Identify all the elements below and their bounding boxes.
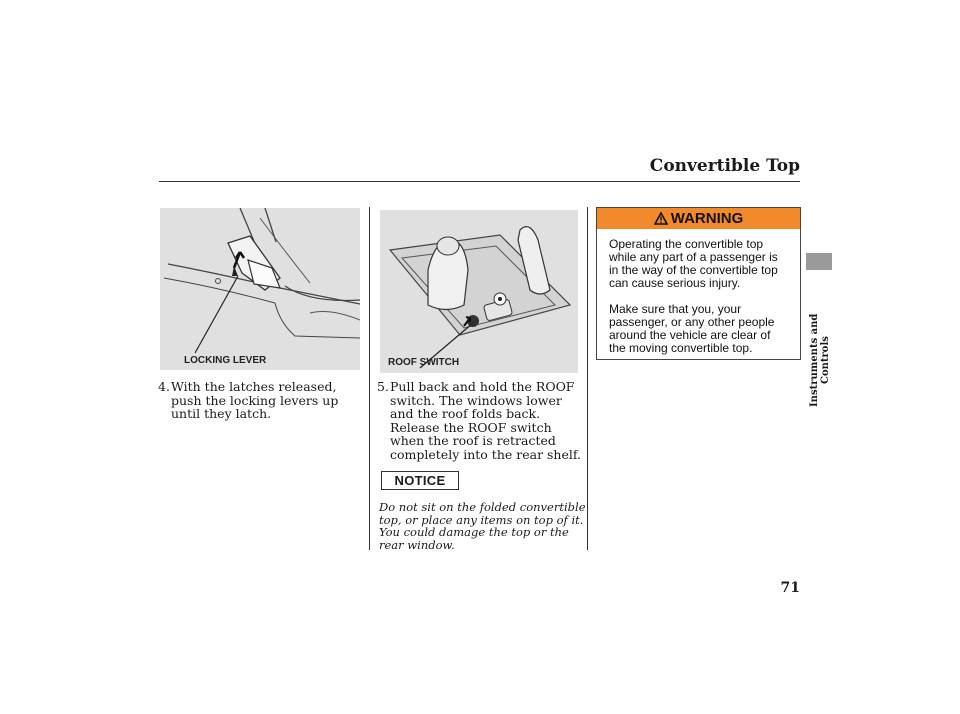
step-4 — [158, 380, 358, 421]
section-tab — [806, 253, 832, 270]
figure-label-roof-switch: ROOF SWITCH — [388, 357, 460, 368]
page-title: Convertible Top — [649, 156, 800, 176]
locking-lever-illustration — [160, 208, 360, 370]
step-number: 4. — [158, 379, 170, 394]
warning-paragraph-1: Operating the convertible top while any part of a passenger is in the way of the convertible top can cause serious injury. — [609, 237, 778, 290]
column-divider-left — [369, 207, 370, 550]
page-number: 71 — [780, 580, 800, 596]
warning-paragraph-2: Make sure that you, your passenger, or any other people around the vehicle are clear of the moving convertible top. — [609, 302, 775, 355]
locking-lever-figure — [160, 208, 360, 370]
notice-text: Do not sit on the folded convertible top, or place any items on top of it. You could damage the top or the rear window. — [379, 500, 586, 552]
step-5 — [377, 380, 582, 461]
roof-switch-figure — [380, 210, 578, 373]
notice-label: NOTICE — [381, 471, 459, 490]
section-label: Instruments and Controls — [809, 313, 831, 407]
roof-switch-illustration — [380, 210, 578, 373]
step-number: 5. — [377, 379, 389, 394]
warning-box — [596, 207, 801, 360]
title-rule — [159, 181, 800, 182]
warning-label: WARNING — [670, 210, 744, 227]
warning-triangle-icon — [654, 212, 668, 225]
column-divider-right — [587, 207, 588, 550]
step-text: Pull back and hold the ROOF switch. The windows lower and the roof folds back. Release the ROOF switch when the roof is retracted completely into the rear shelf. — [390, 379, 582, 462]
warning-header — [597, 208, 800, 229]
figure-label-locking-lever: LOCKING LEVER — [184, 355, 267, 366]
step-text: With the latches released, push the locking levers up until they latch. — [171, 379, 339, 421]
